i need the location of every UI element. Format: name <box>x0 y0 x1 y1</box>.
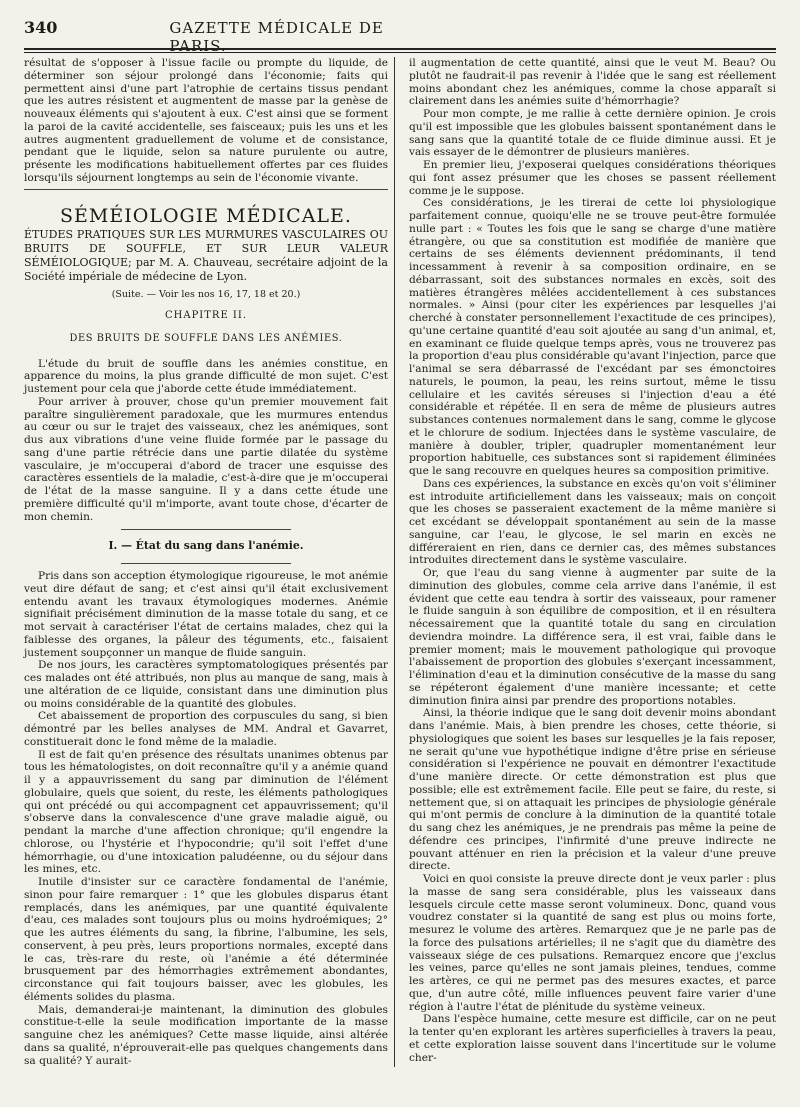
article-columns <box>24 57 776 1067</box>
section-title: SÉMÉIOLOGIE MÉDICALE. <box>60 204 352 227</box>
divider-rule <box>24 189 388 190</box>
paragraph: L'étude du bruit de souffle dans les anémies constitue, en apparence du moins, la plus grande difficulté de mon sujet. C'est justement pour cela que j'aborde cette étude immédiatement. <box>24 357 388 396</box>
paragraph: Ces considérations, je les tirerai de cette loi physiologique parfaitement connue, quoiqu'elle ne se trouve peut-être formulée nulle part : « Toutes les fois que le sang se charge d'une matière étrangère, ou que sa constitution est modifiée de manière que certains de ses éléments deviennent prédominants, il tend incessamment à revenir à sa composition ordinaire, en se débarrassant, soit des substances normales en excès, soit des matières étrangères mêlées accidentellement à ces substances normales. » Ainsi (pour citer les expériences par lesquelles j'ai cherché à constater personnellement l'exactitude de ces principes), qu'une certaine quantité d'eau soit ajoutée au sang d'un animal, et, en examinant ce fluide quelque temps après, vous ne trouverez pas la proportion d'eau plus considérable qu'avant l'injection, parce que l'animal se sera débarrassé de l'excédant par ses émonctoires naturels, le poumon, la peau, les reins surtout, même le tissu cellulaire et les cavités séreuses si l'injection d'eau a été considérable et répétée. Il en sera de même de plusieurs autres substances contenues normalement dans le sang, comme le glycose et le chlorure de sodium. Injectées dans le système vasculaire, de manière à doubler, tripler, quadrupler momentanément leur proportion habituelle, ces substances sont si rapidement éliminées que le sang recouvre en quelques heures sa composition primitive. <box>409 197 776 477</box>
right-column <box>405 57 776 1067</box>
page-number: 340 <box>24 18 58 37</box>
short-divider <box>121 563 291 564</box>
paragraph: Inutile d'insister sur ce caractère fondamental de l'anémie, sinon pour faire remarquer : 1° que les globules disparus étant remplacés, dans les anémiques, par une quantité équivalente d'eau, ces malades sont toujours plus ou moins hydroémiques; 2° que les autres éléments du sang, la fibrine, l'albumine, les sels, conservent, à peu près, leurs proportions normales, excepté dans le cas, très-rare du reste, où l'anémie a été déterminée brusquement par des hémorrhagies extrêmement abondantes, circonstance qui fait toujours baisser, avec les globules, les éléments solides du plasma. <box>24 876 388 1003</box>
paragraph: Il est de fait qu'en présence des résultats unanimes obtenus par tous les hématologistes, on doit reconnaître qu'il y a anémie quand il y a appauvrissement du sang par diminution de l'élément globulaire, quels que soient, du reste, les éléments pathologiques qui ont précédé ou qui accompagnent cet appauvrissement; qu'il s'observe dans la convalescence d'une grave maladie aiguë, ou pendant la marche d'une affection chronique; qu'il engendre la chlorose, ou l'hystérie et l'hypocondrie; qu'il soit l'effet d'une hémorrhagie, ou d'une intoxication paludéenne, ou du séjour dans les mines, etc. <box>24 748 388 876</box>
paragraph: Pour mon compte, je me rallie à cette dernière opinion. Je crois qu'il est impossible que les globules baissent spontanément dans le sang sans que la quantité totale de ce fluide diminue aussi. Et je vais essayer de le démontrer de plusieurs manières. <box>409 108 776 159</box>
paragraph: Pour arriver à prouver, chose qu'un premier mouvement fait paraître singulièrement paradoxale, que les murmures entendus au cœur ou sur le trajet des vaisseaux, chez les anémiques, sont dus aux vibrations d'une veine fluide formée par le passage du sang d'une partie rétrécie dans une partie dilatée du système vasculaire, je m'occuperai d'abord de tracer une esquisse des caractères essentiels de la maladie, c'est-à-dire que je m'occuperai de l'état de la masse sanguine. Il y a dans cette étude une première difficulté qu'il m'importe, avant toute chose, d'écarter de mon chemin. <box>24 395 388 523</box>
paragraph: il augmentation de cette quantité, ainsi que le veut M. Beau? Ou plutôt ne faudrait-il pas revenir à l'idée que le sang est réellement moins abondant chez les anémiques, comme la chose apparaît si clairement dans les anémies suite d'hémorrhagie? <box>409 57 776 108</box>
paragraph: Or, que l'eau du sang vienne à augmenter par suite de la diminution des globules, comme cela arrive dans l'anémie, il est évident que cette eau tendra à sortir des vaisseaux, pour ramener le fluide sanguin à son équilibre de composition, et il en résultera nécessairement que la quantité totale du sang en circulation deviendra moindre. La différence sera, il est vrai, faible dans le premier moment; mais le mouvement pathologique qui provoque l'abaissement de proportion des globules s'exerçant incessamment, l'élimination d'eau et la diminution consécutive de la masse du sang se répéteront également d'une manière incessante; et cette diminution finira ainsi par prendre des proportions notables. <box>409 567 776 707</box>
paragraph: Mais, demanderai-je maintenant, la diminution des globules constitue-t-elle la seule modification importante de la masse sanguine chez les anémiques? Cette masse liquide, ainsi altérée dans sa qualité, n'éprouverait-elle pas quelques changements dans sa qualité? Y aurait- <box>24 1003 388 1067</box>
article-byline: ÉTUDES PRATIQUES SUR LES MURMURES VASCULAIRES OU BRUITS DE SOUFFLE, ET SUR LEUR VALEUR SÉMÉIOLOGIQUE; par M. A. Chauveau, secrétaire adjoint de la Société impériale de médecine de Lyon. <box>24 228 388 283</box>
chapter-heading: CHAPITRE II. <box>164 310 248 322</box>
paragraph: Cet abaissement de proportion des corpuscules du sang, si bien démontré par les belles analyses de MM. Andral et Gavarret, constituerait donc le fond même de la maladie. <box>24 710 388 748</box>
subsection-heading: I. — État du sang dans l'anémie. <box>108 539 304 553</box>
page-header <box>24 18 776 55</box>
paragraph: En premier lieu, j'exposerai quelques considérations théoriques qui font assez présumer que les choses se passent réellement comme je le suppose. <box>409 159 776 197</box>
chapter-subheading: DES BRUITS DE SOUFFLE DANS LES ANÉMIES. <box>69 332 343 344</box>
short-divider <box>121 529 291 530</box>
journal-title: GAZETTE MÉDICALE DE PARIS. <box>169 19 384 55</box>
paragraph: Ainsi, la théorie indique que le sang doit devenir moins abondant dans l'anémie. Mais, à bien prendre les choses, cette théorie, si physiologiques que soient les bases sur lesquelles je la fais reposer, ne serait qu'une vue hypothétique indigne d'être prise en sérieuse considération si l'expérience ne pouvait en démontrer l'exactitude d'une manière directe. Or cette démonstration est plus que possible; elle est extrêmement facile. Elle peut se faire, du reste, si nettement que, si on attaquait les principes de physiologie générale qui m'ont permis de conclure à la diminution de la quantité totale du sang chez les anémiques, je ne prendrais pas même la peine de défendre ces principes, l'infirmité d'une preuve indirecte ne pouvant atténuer en rien la précision et la valeur d'une preuve directe. <box>409 707 776 873</box>
paragraph: Dans l'espèce humaine, cette mesure est difficile, car on ne peut la tenter qu'en explorant les artères superficielles à travers la peau, et cette exploration laisse souvent dans l'incertitude sur le volume cher- <box>409 1013 776 1064</box>
paragraph: Pris dans son acception étymologique rigoureuse, le mot anémie veut dire défaut de sang; et c'est ainsi qu'il était exclusivement entendu avant les travaux étymologiques modernes. Anémie signifiait précisément diminution de la masse totale du sang, et ce mot servait à caractériser l'état de certains malades, chez qui la faiblesse des organes, la pâleur des téguments, etc., faisaient justement soupçonner un manque de fluide sanguin. <box>24 570 388 659</box>
paragraph: Voici en quoi consiste la preuve directe dont je veux parler : plus la masse de sang sera considérable, plus les vaisseaux dans lesquels circule cette masse seront volumineux. Donc, quand vous voudrez constater si la quantité de sang est plus ou moins forte, mesurez le volume des artères. Remarquez que je ne parle pas de la force des pulsations artérielles; il ne s'agit que du diamètre des vaisseaux siége de ces pulsations. Remarquez encore que j'exclus les veines, parce qu'elles ne sont jamais pleines, tendues, comme les artères, ce qui ne permet pas des mesures exactes, et parce que, d'un autre côté, mille influences peuvent faire varier d'une région à l'autre l'état de plénitude du système veineux. <box>409 873 776 1013</box>
paragraph: De nos jours, les caractères symptomatologiques présentés par ces malades ont été attribués, non plus au manque de sang, mais à une altération de ce liquide, consistant dans une diminution plus ou moins considérable de la quantité des globules. <box>24 659 388 710</box>
suite-note: (Suite. — Voir les nos 16, 17, 18 et 20.) <box>111 289 301 301</box>
intro-paragraph: résultat de s'opposer à l'issue facile ou prompte du liquide, de déterminer son séjour prolongé dans l'économie; faits qui permettent ainsi d'une part l'atrophie de certains tissus pendant que les autres résistent et augmentent de masse par la genèse de nouveaux éléments qui s'ajoutent à eux. C'est ainsi que se forment la paroi de la cavité accidentelle, ses faisceaux; puis les uns et les autres augmentent graduellement de volume et de consistance, pendant que le liquide, selon sa nature purulente ou autre, présente les modifications habituellement offertes par ces fluides lorsqu'ils séjournent longtemps au sein de l'économie vivante. <box>24 57 388 184</box>
paragraph: Dans ces expériences, la substance en excès qu'on voit s'éliminer est introduite artificiellement dans les vaisseaux; mais on conçoit que les choses se passeraient exactement de la même manière si cet excédant se développait spontanément au sein de la masse sanguine, car l'eau, le glycose, le sel marin en excès ne différeraient en rien, dans ce dernier cas, des mêmes substances introduites directement dans le système vasculaire. <box>409 477 776 567</box>
left-column <box>24 57 395 1067</box>
